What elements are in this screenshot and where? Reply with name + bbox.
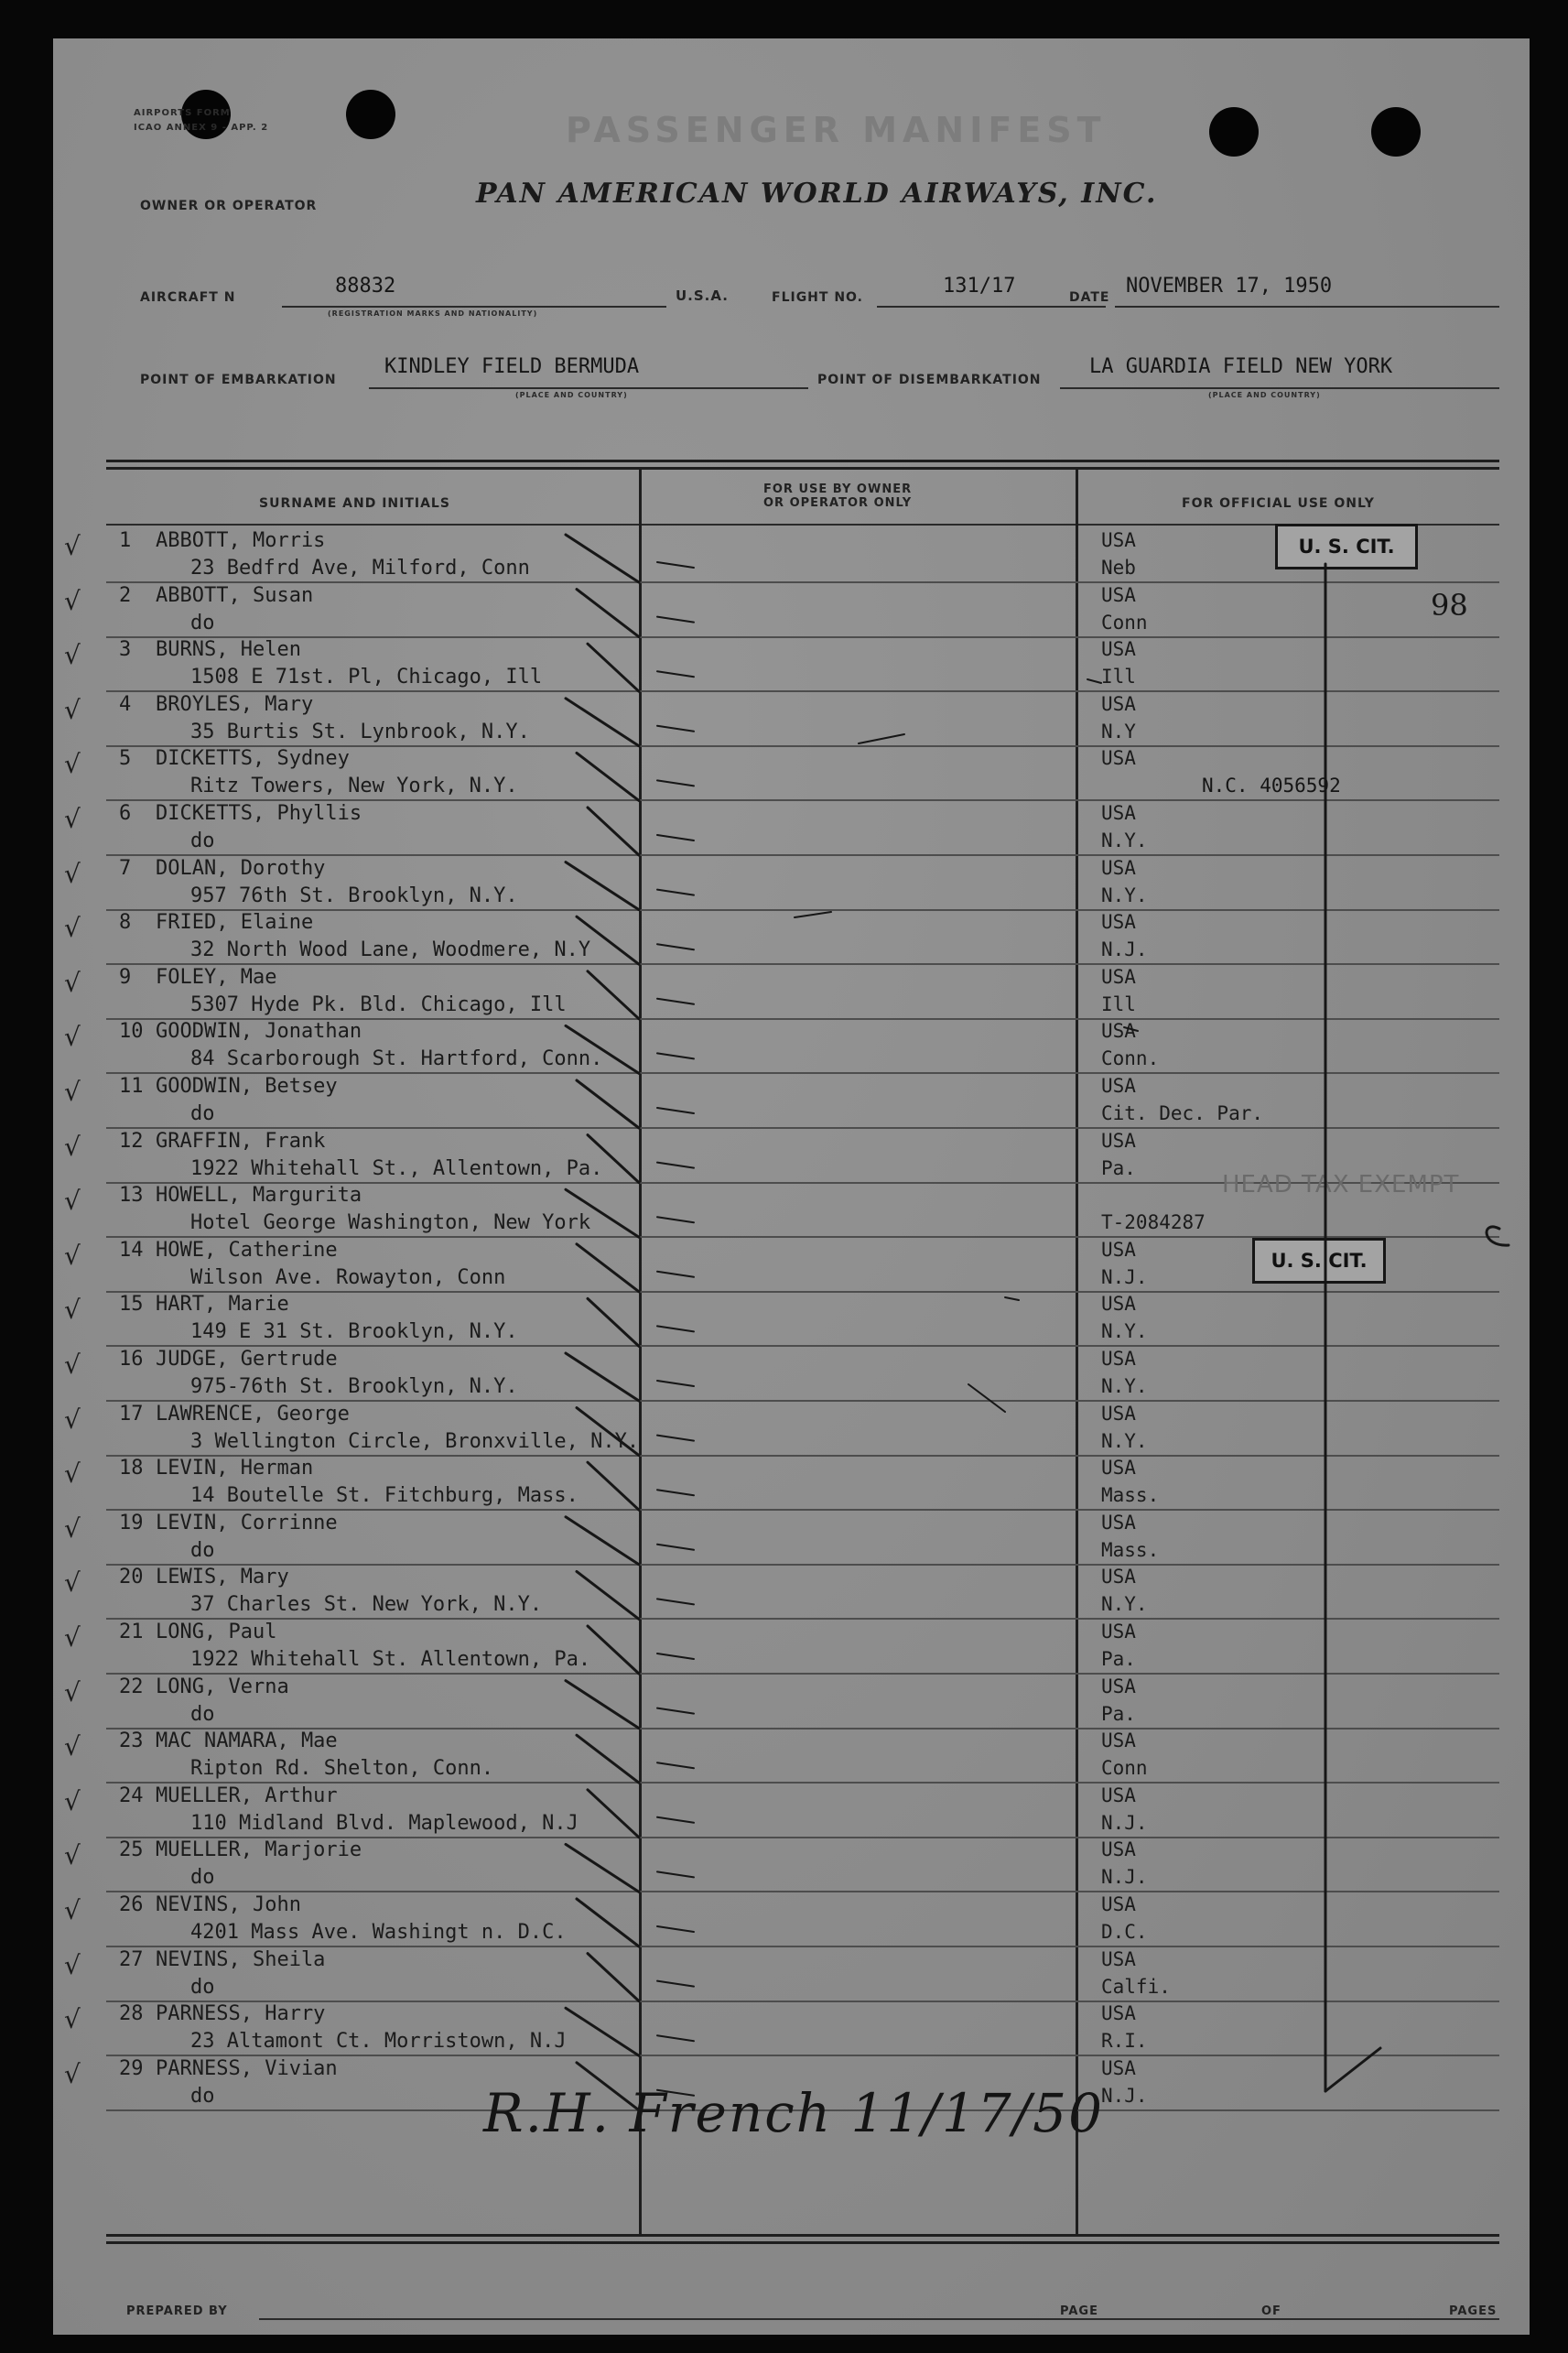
passenger-residence: N.J. — [1101, 2084, 1148, 2107]
passenger-name: GOODWIN, Jonathan — [156, 1020, 362, 1044]
col-official-use: FOR OFFICIAL USE ONLY — [1182, 496, 1375, 511]
passenger-number: 1 — [119, 529, 132, 552]
col-owner-use-2: OR OPERATOR ONLY — [763, 496, 913, 510]
of-label: OF — [1261, 2304, 1281, 2318]
pen-stroke — [657, 617, 694, 623]
pen-stroke — [1124, 1027, 1138, 1031]
passenger-residence: Conn — [1101, 1757, 1148, 1780]
pen-stroke — [657, 1817, 694, 1823]
date-label: DATE — [1069, 290, 1110, 305]
passenger-citizenship: USA — [1101, 692, 1136, 715]
nc-number: N.C. 4056592 — [1202, 775, 1341, 797]
passenger-address: 1922 Whitehall St., Allentown, Pa. — [190, 1156, 603, 1180]
prepared-by-label: PREPARED BY — [126, 2304, 228, 2318]
pen-stroke — [577, 753, 639, 800]
passenger-address: 32 North Wood Lane, Woodmere, N.Y — [190, 938, 591, 962]
pen-stroke — [566, 1189, 639, 1237]
check-mark-icon: √ — [64, 531, 81, 561]
passenger-number: 5 — [119, 747, 132, 771]
passenger-number: 6 — [119, 802, 132, 825]
pen-stroke — [588, 644, 639, 691]
embark-caption: (PLACE AND COUNTRY) — [515, 391, 628, 399]
pen-stroke — [1087, 679, 1101, 683]
passenger-address: Wilson Ave. Rowayton, Conn — [190, 1265, 506, 1289]
passenger-residence: T-2084287 — [1101, 1211, 1206, 1234]
passenger-residence: Calfi. — [1101, 1975, 1171, 1998]
passenger-address: Ritz Towers, New York, N.Y. — [190, 775, 518, 798]
passenger-name: NEVINS, Sheila — [156, 1947, 326, 1971]
manifest-title: PASSENGER MANIFEST — [566, 110, 1107, 150]
passenger-residence: Conn — [1101, 611, 1148, 634]
passenger-address: Hotel George Washington, New York — [190, 1211, 591, 1235]
passenger-citizenship: USA — [1101, 1621, 1136, 1643]
passenger-residence: R.I. — [1101, 2030, 1148, 2053]
passenger-number: 16 — [119, 1348, 144, 1371]
check-mark-icon: √ — [64, 2004, 81, 2035]
manifest-sheet — [53, 38, 1530, 2335]
pen-stroke — [657, 1926, 694, 1932]
pen-stroke — [657, 1326, 694, 1331]
check-mark-icon: √ — [64, 1731, 81, 1762]
embark-value: KINDLEY FIELD BERMUDA — [384, 355, 640, 378]
passenger-name: DOLAN, Dorothy — [156, 856, 326, 880]
passenger-address: 1508 E 71st. Pl, Chicago, Ill — [190, 666, 543, 689]
passenger-residence: Cit. Dec. Par. — [1101, 1102, 1264, 1124]
passenger-address: do — [190, 611, 215, 634]
passenger-name: LONG, Verna — [156, 1675, 289, 1698]
passenger-name: LEVIN, Corrinne — [156, 1511, 338, 1534]
passenger-name: LEWIS, Mary — [156, 1566, 289, 1589]
check-mark-icon: √ — [64, 640, 81, 671]
pen-stroke — [566, 862, 639, 910]
pen-stroke — [657, 1599, 694, 1604]
check-mark-icon: √ — [64, 804, 81, 834]
passenger-citizenship: USA — [1101, 911, 1136, 934]
passenger-residence: N.Y. — [1101, 884, 1148, 906]
passenger-number: 22 — [119, 1675, 144, 1698]
passenger-name: PARNESS, Harry — [156, 2002, 326, 2026]
passenger-citizenship: USA — [1101, 1238, 1136, 1261]
passenger-name: FOLEY, Mae — [156, 965, 277, 989]
pen-stroke — [588, 1298, 639, 1346]
passenger-residence: Ill — [1101, 992, 1136, 1015]
pen-stroke — [968, 1384, 1005, 1412]
passenger-address: do — [190, 1102, 215, 1125]
col-owner-use: FOR USE BY OWNER — [763, 483, 913, 496]
passenger-citizenship: USA — [1101, 1566, 1136, 1589]
passenger-citizenship: USA — [1101, 1402, 1136, 1425]
flight-label: FLIGHT NO. — [772, 290, 863, 305]
check-mark-icon: √ — [64, 1295, 81, 1326]
pen-stroke — [657, 999, 694, 1004]
pages-label: PAGES — [1449, 2304, 1498, 2318]
passenger-number: 28 — [119, 2002, 144, 2026]
pen-stroke — [795, 912, 831, 917]
passenger-name: HOWE, Catherine — [156, 1238, 338, 1262]
passenger-citizenship: USA — [1101, 2002, 1136, 2025]
pen-stroke — [588, 808, 639, 855]
passenger-address: 14 Boutelle St. Fitchburg, Mass. — [190, 1484, 579, 1508]
us-cit-stamp: U. S. CIT. — [1252, 1238, 1386, 1284]
passenger-name: GOODWIN, Betsey — [156, 1075, 338, 1098]
passenger-address: do — [190, 1975, 215, 1999]
passenger-residence: Ill — [1101, 666, 1136, 689]
check-mark-icon: √ — [64, 1513, 81, 1544]
passenger-name: MUELLER, Arthur — [156, 1784, 338, 1807]
pen-stroke — [657, 1272, 694, 1277]
passenger-number: 20 — [119, 1566, 144, 1589]
pen-stroke — [577, 1408, 639, 1456]
passenger-address: do — [190, 1866, 215, 1890]
check-mark-icon: √ — [64, 1840, 81, 1871]
disembark-label: POINT OF DISEMBARKATION — [817, 373, 1042, 387]
check-mark-icon: √ — [64, 1350, 81, 1380]
passenger-number: 29 — [119, 2056, 144, 2080]
disembark-caption: (PLACE AND COUNTRY) — [1208, 391, 1321, 399]
passenger-residence: Conn. — [1101, 1047, 1160, 1070]
passenger-citizenship: USA — [1101, 965, 1136, 988]
check-mark-icon: √ — [64, 1949, 81, 1980]
form-code: AIRPORTS FORM — [134, 108, 231, 118]
us-cit-stamp: U. S. CIT. — [1275, 524, 1418, 569]
passenger-residence: N.J. — [1101, 938, 1148, 961]
pen-stroke — [577, 1080, 639, 1128]
passenger-residence: N.Y. — [1101, 1375, 1148, 1397]
passenger-citizenship: USA — [1101, 1457, 1136, 1480]
pen-stroke — [566, 699, 639, 746]
pen-stroke — [657, 671, 694, 677]
pen-stroke — [588, 1626, 639, 1674]
handwritten-marks — [53, 38, 1530, 2335]
pen-stroke — [657, 780, 694, 786]
pen-stroke — [657, 1217, 694, 1222]
pen-stroke — [566, 1844, 639, 1892]
passenger-address: 110 Midland Blvd. Maplewood, N.J — [190, 1811, 579, 1835]
passenger-address: do — [190, 830, 215, 852]
passenger-address: 3 Wellington Circle, Bronxville, N.Y. — [190, 1429, 640, 1453]
check-mark-icon: √ — [64, 858, 81, 889]
check-mark-icon: √ — [64, 1567, 81, 1599]
passenger-residence: N.J. — [1101, 1811, 1148, 1834]
passenger-citizenship: USA — [1101, 1129, 1136, 1152]
passenger-name: DICKETTS, Phyllis — [156, 802, 362, 825]
passenger-citizenship: USA — [1101, 747, 1136, 770]
passenger-number: 23 — [119, 1730, 144, 1753]
pen-stroke — [577, 2063, 639, 2110]
passenger-residence: D.C. — [1101, 1921, 1148, 1943]
pen-stroke — [657, 562, 694, 568]
passenger-name: MAC NAMARA, Mae — [156, 1730, 338, 1753]
pen-stroke — [566, 1025, 639, 1073]
pen-stroke — [657, 835, 694, 840]
passenger-citizenship: USA — [1101, 1511, 1136, 1534]
passenger-residence: Mass. — [1101, 1484, 1160, 1507]
passenger-citizenship: USA — [1101, 1348, 1136, 1370]
passenger-residence: Pa. — [1101, 1156, 1136, 1179]
pen-stroke — [577, 1899, 639, 1946]
passenger-citizenship: USA — [1101, 1075, 1136, 1097]
passenger-address: 957 76th St. Brooklyn, N.Y. — [190, 884, 518, 907]
pen-stroke — [657, 944, 694, 949]
passenger-address: do — [190, 1538, 215, 1562]
passenger-name: ABBOTT, Morris — [156, 529, 326, 552]
passenger-citizenship: USA — [1101, 1675, 1136, 1697]
check-mark-icon: √ — [64, 1785, 81, 1816]
passenger-number: 2 — [119, 583, 132, 607]
passenger-address: 37 Charles St. New York, N.Y. — [190, 1593, 543, 1617]
embark-label: POINT OF EMBARKATION — [140, 373, 337, 387]
flight-value: 131/17 — [943, 275, 1016, 298]
pen-stroke — [1487, 1227, 1509, 1245]
pen-stroke — [657, 1053, 694, 1058]
passenger-number: 18 — [119, 1457, 144, 1480]
passenger-number: 14 — [119, 1238, 144, 1262]
passenger-residence: N.Y. — [1101, 1320, 1148, 1343]
passenger-address: do — [190, 2084, 215, 2108]
passenger-citizenship: USA — [1101, 802, 1136, 824]
pen-stroke — [1005, 1297, 1019, 1300]
pen-stroke — [657, 1436, 694, 1441]
passenger-name: NEVINS, John — [156, 1893, 301, 1916]
passenger-residence: N.Y. — [1101, 830, 1148, 851]
date-value: NOVEMBER 17, 1950 — [1126, 275, 1333, 298]
aircraft-value: 88832 — [335, 275, 396, 298]
disembark-value: LA GUARDIA FIELD NEW YORK — [1089, 355, 1393, 378]
check-mark-icon: √ — [64, 1404, 81, 1435]
passenger-residence: N.Y. — [1101, 1429, 1148, 1452]
pen-stroke — [566, 1353, 639, 1401]
pen-stroke — [588, 971, 639, 1019]
signature: R.H. French 11/17/50 — [483, 2082, 1104, 2144]
check-mark-icon: √ — [64, 2058, 81, 2089]
pen-stroke — [859, 734, 904, 743]
passenger-name: HART, Marie — [156, 1293, 289, 1317]
pen-stroke — [566, 2008, 639, 2055]
passenger-number: 25 — [119, 1838, 144, 1862]
check-mark-icon: √ — [64, 1895, 81, 1925]
pen-stroke — [657, 726, 694, 732]
passenger-number: 17 — [119, 1402, 144, 1426]
passenger-name: HOWELL, Margurita — [156, 1184, 362, 1208]
passenger-citizenship: USA — [1101, 1947, 1136, 1970]
passenger-address: do — [190, 1702, 215, 1726]
col-surname: SURNAME AND INITIALS — [259, 496, 450, 511]
pen-stroke — [588, 1462, 639, 1510]
passenger-number: 24 — [119, 1784, 144, 1807]
nationality: U.S.A. — [676, 287, 729, 304]
pen-stroke — [657, 1871, 694, 1877]
passenger-number: 4 — [119, 692, 132, 716]
pen-stroke — [588, 1954, 639, 2001]
passenger-residence: N.J. — [1101, 1265, 1148, 1288]
pen-stroke — [657, 1708, 694, 1714]
check-mark-icon: √ — [64, 1458, 81, 1490]
pen-stroke — [657, 1490, 694, 1495]
passenger-residence: Neb — [1101, 557, 1136, 579]
passenger-number: 9 — [119, 965, 132, 989]
passenger-number: 19 — [119, 1511, 144, 1534]
passenger-residence: Pa. — [1101, 1702, 1136, 1725]
passenger-name: LEVIN, Herman — [156, 1457, 314, 1480]
passenger-citizenship: USA — [1101, 1730, 1136, 1752]
check-mark-icon: √ — [64, 585, 81, 616]
passenger-name: BURNS, Helen — [156, 638, 301, 662]
check-mark-icon: √ — [64, 1622, 81, 1653]
pen-stroke — [657, 1381, 694, 1386]
check-mark-icon: √ — [64, 1077, 81, 1107]
passenger-address: 84 Scarborough St. Hartford, Conn. — [190, 1047, 603, 1071]
passenger-number: 10 — [119, 1020, 144, 1044]
passenger-address: 5307 Hyde Pk. Bld. Chicago, Ill — [190, 992, 567, 1016]
passenger-citizenship: USA — [1101, 1784, 1136, 1806]
passenger-number: 3 — [119, 638, 132, 662]
pen-stroke — [577, 1735, 639, 1783]
aircraft-label: AIRCRAFT N — [140, 290, 236, 305]
passenger-citizenship: USA — [1101, 529, 1136, 551]
pen-stroke — [657, 1545, 694, 1550]
passenger-citizenship: USA — [1101, 1020, 1136, 1043]
passenger-residence: N.Y. — [1101, 1593, 1148, 1616]
passenger-name: JUDGE, Gertrude — [156, 1348, 338, 1371]
check-mark-icon: √ — [64, 1131, 81, 1162]
passenger-name: FRIED, Elaine — [156, 911, 314, 935]
registration-caption: (REGISTRATION MARKS AND NATIONALITY) — [328, 309, 538, 318]
pen-stroke — [657, 2090, 694, 2096]
passenger-citizenship: USA — [1101, 1838, 1136, 1861]
pen-stroke — [577, 590, 639, 637]
passenger-name: PARNESS, Vivian — [156, 2056, 338, 2080]
passenger-citizenship: USA — [1101, 1893, 1136, 1915]
pen-stroke — [566, 535, 639, 582]
passenger-address: 23 Bedfrd Ave, Milford, Conn — [190, 557, 530, 580]
passenger-name: ABBOTT, Susan — [156, 583, 314, 607]
pen-stroke — [657, 890, 694, 895]
passenger-number: 26 — [119, 1893, 144, 1916]
pen-stroke — [657, 1654, 694, 1659]
check-mark-icon: √ — [64, 1240, 81, 1271]
passenger-address: 149 E 31 St. Brooklyn, N.Y. — [190, 1320, 518, 1344]
passenger-name: BROYLES, Mary — [156, 692, 314, 716]
check-mark-icon: √ — [64, 749, 81, 780]
passenger-residence: Mass. — [1101, 1538, 1160, 1561]
passenger-address: Ripton Rd. Shelton, Conn. — [190, 1757, 494, 1781]
passenger-number: 11 — [119, 1075, 144, 1098]
passenger-citizenship: USA — [1101, 856, 1136, 879]
passenger-name: MUELLER, Marjorie — [156, 1838, 362, 1862]
pen-stroke — [577, 1571, 639, 1619]
pen-stroke — [657, 1762, 694, 1768]
check-mark-icon: √ — [64, 694, 81, 725]
pen-stroke — [1325, 2048, 1380, 2091]
passenger-name: DICKETTS, Sydney — [156, 747, 350, 771]
passenger-address: 975-76th St. Brooklyn, N.Y. — [190, 1375, 518, 1398]
passenger-citizenship: USA — [1101, 638, 1136, 661]
owner-value: PAN AMERICAN WORLD AIRWAYS, INC. — [476, 178, 1158, 210]
pen-stroke — [657, 1108, 694, 1113]
check-mark-icon: √ — [64, 1186, 81, 1217]
passenger-name: GRAFFIN, Frank — [156, 1129, 326, 1153]
passenger-address: 23 Altamont Ct. Morristown, N.J — [190, 2030, 567, 2054]
passenger-citizenship: USA — [1101, 1293, 1136, 1316]
pen-stroke — [577, 916, 639, 964]
passenger-citizenship: USA — [1101, 2056, 1136, 2079]
head-tax-stamp: HEAD TAX EXEMPT — [1222, 1171, 1460, 1198]
passenger-residence: N.J. — [1101, 1866, 1148, 1889]
pen-stroke — [566, 1681, 639, 1729]
pen-stroke — [657, 2035, 694, 2041]
check-mark-icon: √ — [64, 967, 81, 998]
passenger-number: 21 — [119, 1621, 144, 1643]
passenger-number: 13 — [119, 1184, 144, 1208]
passenger-address: 35 Burtis St. Lynbrook, N.Y. — [190, 720, 530, 743]
page-label: PAGE — [1060, 2304, 1098, 2318]
passenger-citizenship: USA — [1101, 583, 1136, 606]
pen-stroke — [588, 1790, 639, 1838]
passenger-residence: N.Y — [1101, 720, 1136, 743]
passenger-name: LONG, Paul — [156, 1621, 277, 1643]
pen-stroke — [588, 1135, 639, 1183]
passenger-number: 15 — [119, 1293, 144, 1317]
owner-label: OWNER OR OPERATOR — [140, 199, 318, 213]
passenger-name: LAWRENCE, George — [156, 1402, 350, 1426]
count-number: 98 — [1431, 588, 1468, 623]
pen-stroke — [566, 1517, 639, 1565]
passenger-number: 8 — [119, 911, 132, 935]
passenger-residence: Pa. — [1101, 1648, 1136, 1670]
check-mark-icon: √ — [64, 913, 81, 944]
passenger-number: 12 — [119, 1129, 144, 1153]
passenger-number: 7 — [119, 856, 132, 880]
passenger-number: 27 — [119, 1947, 144, 1971]
pen-stroke — [577, 1244, 639, 1292]
check-mark-icon: √ — [64, 1676, 81, 1708]
passenger-address: 1922 Whitehall St. Allentown, Pa. — [190, 1648, 591, 1671]
pen-stroke — [657, 1163, 694, 1168]
check-mark-icon: √ — [64, 1022, 81, 1053]
form-code-annex: ICAO ANNEX 9 - APP. 2 — [134, 123, 269, 133]
pen-stroke — [657, 1981, 694, 1987]
passenger-address: 4201 Mass Ave. Washingt n. D.C. — [190, 1921, 567, 1944]
